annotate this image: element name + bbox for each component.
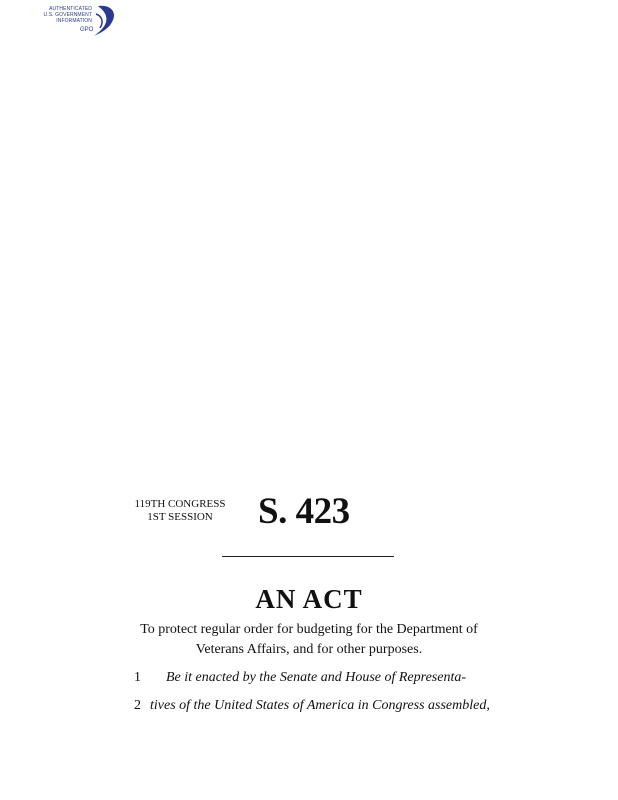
- act-title: AN ACT: [255, 584, 363, 614]
- seal-line-1: AUTHENTICATED: [49, 6, 92, 12]
- seal-line-3: INFORMATION: [56, 18, 92, 24]
- seal-line-2: U.S. GOVERNMENT: [43, 12, 92, 18]
- line-number-1: 1: [134, 670, 141, 685]
- congress-session-block: [118, 498, 242, 524]
- seal-gpo-mark: GPO: [80, 27, 94, 33]
- eagle-icon: [92, 4, 118, 38]
- divider-rule: [222, 556, 394, 557]
- bill-number: S. 423: [258, 491, 350, 532]
- line-number-2: 2: [134, 698, 141, 713]
- act-purpose: To protect regular order for budgeting for the Department of Veterans Affairs, and for other purposes.: [140, 622, 478, 657]
- enacting-clause-line-1: Be it enacted by the Senate and House of Representa-: [166, 670, 466, 685]
- congress-label: 119TH CONGRESS: [134, 498, 226, 510]
- gpo-authentication-seal: [20, 4, 120, 40]
- session-label: 1ST SESSION: [147, 511, 213, 523]
- enacting-clause-line-2: tives of the United States of America in Congress assembled,: [150, 698, 490, 713]
